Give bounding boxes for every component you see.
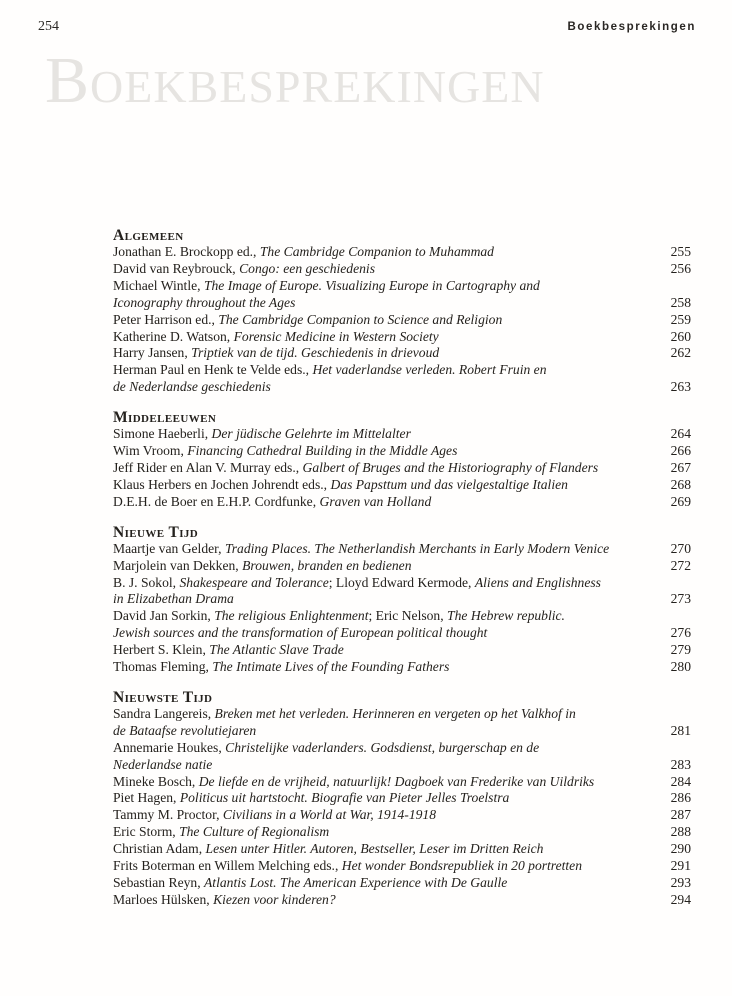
toc-row bbox=[113, 558, 691, 575]
entry-text bbox=[113, 642, 651, 659]
entry-author: B. J. Sokol, bbox=[113, 574, 180, 590]
toc-row bbox=[113, 477, 691, 494]
toc-row bbox=[113, 659, 691, 676]
entry-title: Nederlandse natie bbox=[113, 756, 213, 772]
entry-text bbox=[113, 379, 651, 396]
entry-author: Michael Wintle, bbox=[113, 277, 204, 293]
entry-title: Der jüdische Gelehrte im Mittelalter bbox=[211, 426, 411, 442]
entry-author: Harry Jansen, bbox=[113, 345, 192, 361]
entry-author: D.E.H. de Boer en E.H.P. Cordfunke, bbox=[113, 493, 320, 509]
entry-text bbox=[113, 824, 651, 841]
entry-text bbox=[113, 426, 651, 443]
toc-row bbox=[113, 295, 691, 312]
entry-text bbox=[113, 362, 651, 379]
toc-row bbox=[113, 625, 691, 642]
toc bbox=[113, 227, 691, 909]
entry-page-number: 280 bbox=[670, 659, 691, 675]
entry-author: ; Lloyd Edward Kermode, bbox=[328, 574, 475, 590]
entry-author: Thomas Fleming, bbox=[113, 659, 213, 675]
entry-author: Mineke Bosch, bbox=[113, 773, 199, 789]
entry-page-number: 264 bbox=[670, 426, 691, 442]
entry-page-number: 281 bbox=[670, 722, 691, 738]
entry-title: The Atlantic Slave Trade bbox=[209, 642, 344, 658]
entry-text bbox=[113, 807, 651, 824]
entry-title: The Intimate Lives of the Founding Fathers bbox=[212, 659, 450, 675]
toc-row bbox=[113, 723, 691, 740]
entry-author: Sandra Langereis, bbox=[113, 705, 215, 721]
entry-author: David van Reybrouck, bbox=[113, 260, 240, 276]
toc-section bbox=[113, 689, 691, 909]
entry-text bbox=[113, 591, 651, 608]
section-heading: Algemeen bbox=[113, 227, 184, 244]
entry-text bbox=[113, 875, 651, 892]
entry-title: The Image of Europe. Visualizing Europe in Cartography and bbox=[203, 277, 540, 293]
entry-title: in Elizabethan Drama bbox=[113, 591, 234, 607]
entry-title: Galbert of Bruges and the Historiography of Flanders bbox=[302, 459, 599, 475]
entry-title: Financing Cathedral Building in the Middle Ages bbox=[187, 443, 458, 459]
toc-row bbox=[113, 379, 691, 396]
entry-title: Shakespeare and Tolerance bbox=[179, 574, 329, 590]
toc-row bbox=[113, 892, 691, 909]
entry-text bbox=[113, 541, 651, 558]
entry-title: de Nederlandse geschiedenis bbox=[113, 379, 271, 395]
toc-row bbox=[113, 875, 691, 892]
entry-title: Jewish sources and the transformation of European political thought bbox=[113, 625, 488, 641]
entry-author: Eric Storm, bbox=[113, 824, 180, 840]
entry-text bbox=[113, 460, 651, 477]
entry-page-number: 270 bbox=[670, 540, 691, 556]
entry-title: Het wonder Bondsrepubliek in 20 portretten bbox=[341, 858, 583, 874]
section-heading: Nieuwe Tijd bbox=[113, 523, 199, 541]
entry-page-number: 266 bbox=[670, 443, 691, 459]
entry-page-number: 290 bbox=[670, 841, 691, 857]
entry-page-number: 279 bbox=[670, 642, 691, 658]
entry-title: De liefde en de vrijheid, natuurlijk! Dagboek van Frederike van Uildriks bbox=[198, 773, 595, 789]
entry-text bbox=[113, 345, 651, 362]
entry-author: ; Eric Nelson, bbox=[368, 608, 448, 624]
entry-author: Christian Adam, bbox=[113, 841, 206, 857]
toc-row bbox=[113, 494, 691, 511]
toc-row bbox=[113, 460, 691, 477]
entry-title: Aliens and Englishness bbox=[474, 574, 601, 590]
entry-author: Marjolein van Dekken, bbox=[113, 557, 243, 573]
page-title: Boekbesprekingen bbox=[45, 44, 545, 117]
entry-text bbox=[113, 706, 651, 723]
entry-page-number: 256 bbox=[670, 260, 691, 276]
entry-text bbox=[113, 608, 651, 625]
toc-row bbox=[113, 312, 691, 329]
toc-section bbox=[113, 227, 691, 396]
entry-author: Wim Vroom, bbox=[113, 443, 188, 459]
entry-title: Lesen unter Hitler. Autoren, Bestseller, Leser im Dritten Reich bbox=[205, 841, 544, 857]
entry-title: Christelijke vaderlanders. Godsdienst, burgerschap en de bbox=[225, 739, 540, 755]
toc-row bbox=[113, 329, 691, 346]
entry-title: Kiezen voor kinderen? bbox=[213, 891, 336, 907]
entry-title: Atlantis Lost. The American Experience with De Gaulle bbox=[204, 875, 508, 890]
entry-title: The Culture of Regionalism bbox=[179, 824, 330, 840]
entry-title: Forensic Medicine in Western Society bbox=[233, 328, 439, 344]
entry-page-number: 260 bbox=[670, 328, 691, 344]
toc-row bbox=[113, 757, 691, 774]
toc-row bbox=[113, 426, 691, 443]
entry-author: Maartje van Gelder, bbox=[113, 540, 225, 556]
entry-text bbox=[113, 278, 651, 295]
entry-author: Herbert S. Klein, bbox=[113, 642, 210, 658]
entry-author: Frits Boterman en Willem Melching eds., bbox=[113, 858, 342, 874]
entry-text bbox=[113, 723, 651, 740]
toc-row bbox=[113, 362, 691, 379]
toc-row bbox=[113, 706, 691, 723]
entry-page-number: 273 bbox=[670, 591, 691, 607]
entry-author: Sebastian Reyn, bbox=[113, 875, 204, 890]
entry-author: Simone Haeberli, bbox=[113, 426, 212, 442]
entry-page-number: 272 bbox=[670, 557, 691, 573]
toc-row bbox=[113, 790, 691, 807]
toc-row bbox=[113, 591, 691, 608]
toc-row bbox=[113, 807, 691, 824]
entry-title: Het vaderlandse verleden. Robert Fruin en bbox=[312, 362, 547, 378]
entry-page-number: 293 bbox=[670, 875, 691, 890]
entry-title: Triptiek van de tijd. Geschiedenis in drievoud bbox=[191, 345, 440, 361]
running-header bbox=[38, 19, 696, 35]
entry-text bbox=[113, 740, 651, 757]
entry-author: Annemarie Houkes, bbox=[113, 739, 226, 755]
toc-row bbox=[113, 841, 691, 858]
entry-text bbox=[113, 757, 651, 774]
entry-page-number: 287 bbox=[670, 807, 691, 823]
toc-row bbox=[113, 608, 691, 625]
entry-text bbox=[113, 858, 651, 875]
entry-text bbox=[113, 443, 651, 460]
entry-page-number: 288 bbox=[670, 824, 691, 840]
entry-text bbox=[113, 558, 651, 575]
entry-page-number: 267 bbox=[670, 459, 691, 475]
entry-page-number: 269 bbox=[670, 493, 691, 509]
entry-title: Politicus uit hartstocht. Biografie van Pieter Jelles Troelstra bbox=[179, 790, 510, 806]
toc-row bbox=[113, 443, 691, 460]
entry-page-number: 255 bbox=[670, 244, 691, 259]
entry-title: Graven van Holland bbox=[319, 493, 432, 509]
entry-text bbox=[113, 312, 651, 329]
entry-text bbox=[113, 892, 651, 909]
entry-page-number: 262 bbox=[670, 345, 691, 361]
entry-title: The Cambridge Companion to Muhammad bbox=[259, 244, 494, 259]
toc-row bbox=[113, 824, 691, 841]
entry-page-number: 258 bbox=[670, 294, 691, 310]
running-header-title: Boekbesprekingen bbox=[567, 21, 696, 33]
entry-page-number: 259 bbox=[670, 311, 691, 327]
entry-text bbox=[113, 329, 651, 346]
toc-row bbox=[113, 278, 691, 295]
entry-author: Piet Hagen, bbox=[113, 790, 180, 806]
entry-page-number: 284 bbox=[670, 773, 691, 789]
entry-author: Tammy M. Proctor, bbox=[113, 807, 223, 823]
entry-title: The religious Enlightenment bbox=[214, 608, 369, 624]
entry-page-number: 268 bbox=[670, 476, 691, 492]
entry-text bbox=[113, 790, 651, 807]
entry-page-number: 291 bbox=[670, 858, 691, 874]
toc-row bbox=[113, 740, 691, 757]
toc-row bbox=[113, 858, 691, 875]
toc-row bbox=[113, 345, 691, 362]
entry-text bbox=[113, 659, 651, 676]
entry-title: Breken met het verleden. Herinneren en vergeten op het Valkhof in bbox=[214, 705, 576, 721]
entry-title: The Cambridge Companion to Science and Religion bbox=[218, 311, 503, 327]
toc-section bbox=[113, 524, 691, 676]
entry-title: Civilians in a World at War, 1914-1918 bbox=[222, 807, 437, 823]
toc-row bbox=[113, 642, 691, 659]
entry-title: de Bataafse revolutiejaren bbox=[113, 722, 257, 738]
toc-row bbox=[113, 261, 691, 278]
section-heading: Nieuwste Tijd bbox=[113, 688, 213, 706]
entry-text bbox=[113, 477, 651, 494]
entry-page-number: 283 bbox=[670, 756, 691, 772]
entry-text bbox=[113, 774, 651, 791]
toc-row bbox=[113, 774, 691, 791]
entry-title: Trading Places. The Netherlandish Merchants in Early Modern Venice bbox=[224, 540, 610, 556]
entry-text bbox=[113, 575, 651, 592]
toc-section bbox=[113, 409, 691, 511]
entry-text bbox=[113, 841, 651, 858]
entry-author: Herman Paul en Henk te Velde eds., bbox=[113, 362, 313, 378]
entry-title: Iconography throughout the Ages bbox=[113, 294, 296, 310]
entry-author: David Jan Sorkin, bbox=[113, 608, 215, 624]
entry-text bbox=[113, 261, 651, 278]
entry-author: Klaus Herbers en Jochen Johrendt eds., bbox=[113, 476, 331, 492]
entry-author: Jonathan E. Brockopp ed., bbox=[113, 244, 260, 259]
toc-row bbox=[113, 575, 691, 592]
toc-row bbox=[113, 541, 691, 558]
entry-title: The Hebrew republic. bbox=[447, 608, 565, 624]
entry-text bbox=[113, 295, 651, 312]
entry-text bbox=[113, 244, 651, 261]
entry-title: Brouwen, branden en bedienen bbox=[242, 557, 412, 573]
entry-author: Marloes Hülsken, bbox=[113, 891, 214, 907]
entry-page-number: 276 bbox=[670, 625, 691, 641]
entry-author: Jeff Rider en Alan V. Murray eds., bbox=[113, 459, 303, 475]
entry-title: Congo: een geschiedenis bbox=[239, 260, 375, 276]
entry-author: Katherine D. Watson, bbox=[113, 328, 234, 344]
entry-page-number: 263 bbox=[670, 379, 691, 395]
toc-row bbox=[113, 244, 691, 261]
entry-page-number: 286 bbox=[670, 790, 691, 806]
section-heading: Middeleeuwen bbox=[113, 409, 217, 427]
entry-text bbox=[113, 494, 651, 511]
page-number: 254 bbox=[38, 19, 59, 34]
entry-page-number: 294 bbox=[670, 891, 691, 907]
entry-title: Das Papsttum und das vielgestaltige Italien bbox=[330, 476, 568, 492]
entry-author: Peter Harrison ed., bbox=[113, 311, 219, 327]
entry-text bbox=[113, 625, 651, 642]
